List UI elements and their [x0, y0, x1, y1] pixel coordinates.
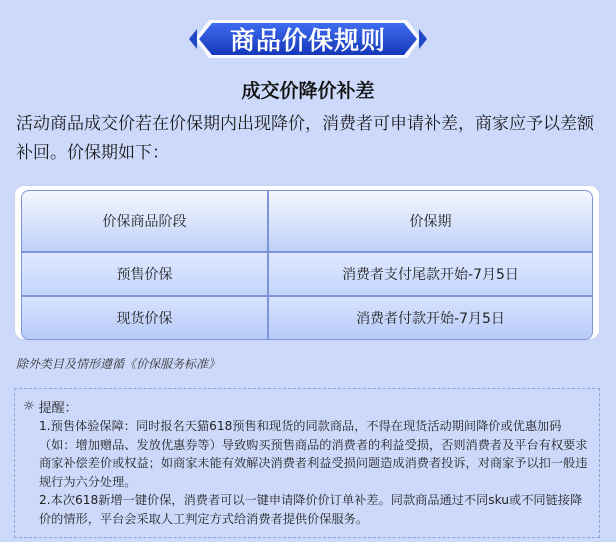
price-protection-table — [21, 190, 593, 340]
intro-paragraph: 活动商品成交价若在价保期内出现降价，消费者可申请补差，商家应予以差额补回。价保期如下： — [16, 114, 594, 163]
tips-header — [23, 397, 78, 416]
table-header-stage: 价保商品阶段 — [21, 190, 268, 252]
exception-note: 除外类目及情形遵循《价保服务标准》 — [16, 357, 221, 371]
page-title: 商品价保规则 — [229, 26, 386, 55]
tips-box — [14, 388, 600, 538]
table-cell-period: 消费者支付尾款开始-7月5日 — [268, 252, 593, 296]
price-protection-table-card — [14, 185, 600, 340]
table-row — [21, 296, 593, 340]
section-subtitle: 成交价降价补差 — [241, 80, 375, 102]
tip-item: 1.预售体验保障：同时报名天猫618预售和现货的同款商品，不得在现货活动期间降价或优惠加码（如：增加赠品、发放优惠券等）导致购买预售商品的消费者的利益受损，否则消费者及平台有权要求商家补偿差价或权益；如商家未能有效解决消费者利益受损问题造成消费者投诉，对商家予以扣一般违规行为六分处理。 — [39, 419, 588, 489]
table-cell-stage: 现货价保 — [21, 296, 268, 340]
table-row — [21, 252, 593, 296]
table-header-row — [21, 190, 593, 252]
table-header-period: 价保期 — [268, 190, 593, 252]
title-banner — [189, 16, 427, 62]
tips-title: 提醒： — [38, 401, 78, 416]
tip-item: 2.本次618新增一键价保，消费者可以一键申请降价价订单补差。同款商品通过不同sku或不同链接降价的情形，平台会采取人工判定方式给消费者提供价保服务。 — [39, 493, 583, 526]
tips-body — [39, 417, 591, 528]
table-cell-stage: 预售价保 — [21, 252, 268, 296]
table-cell-period: 消费者付款开始-7月5日 — [268, 296, 593, 340]
sun-icon: ☼ — [23, 399, 35, 414]
